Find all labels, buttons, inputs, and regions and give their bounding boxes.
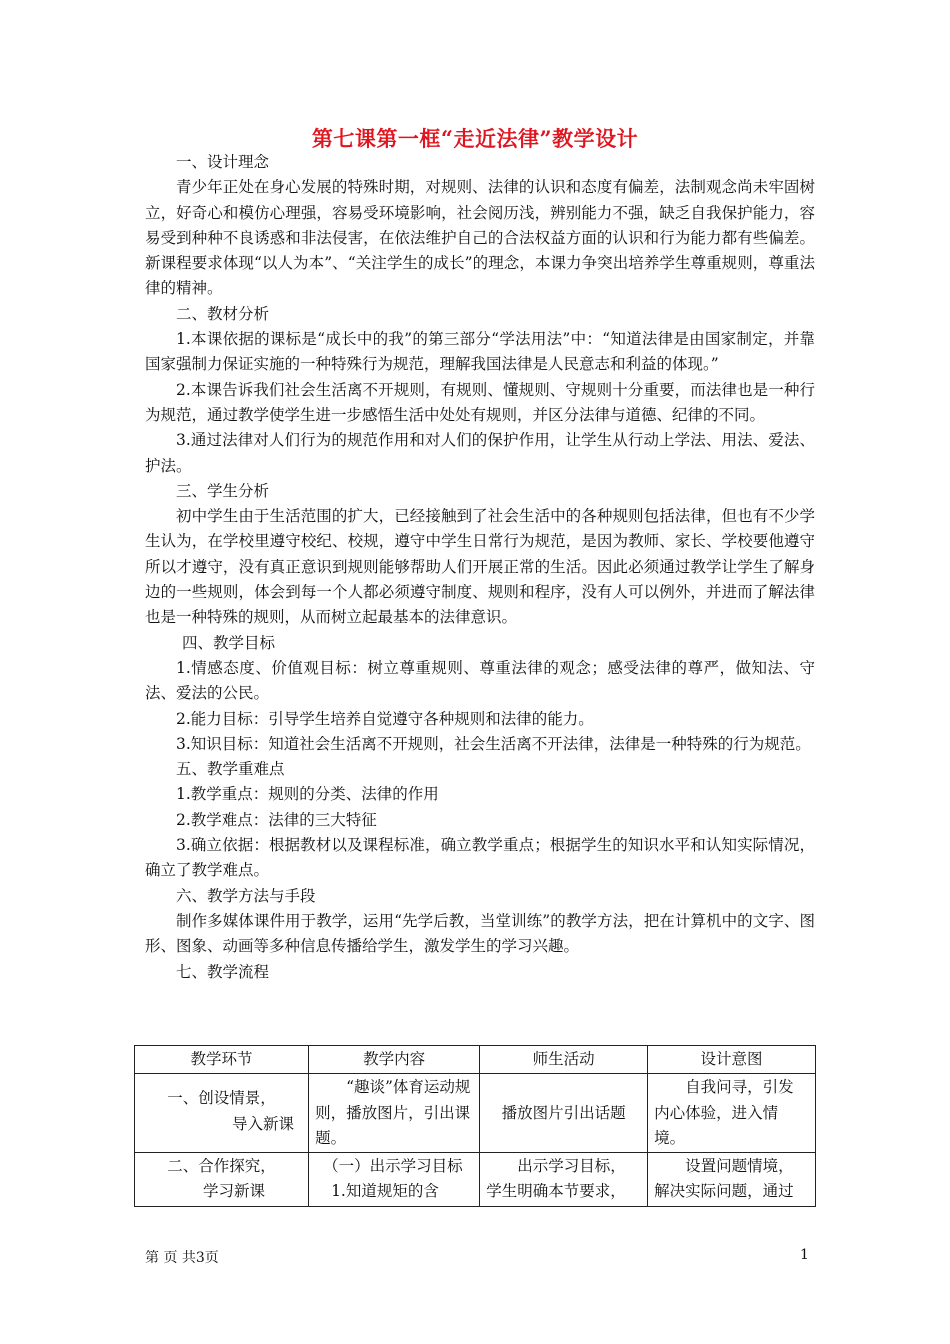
section-heading-1: 一、设计理念	[176, 153, 270, 171]
paragraph: 制作多媒体课件用于教学，运用“先学后教，当堂训练”的教学方法，把在计算机中的文字、图形、图象、动画等多种信息传播给学生，激发学生的学习兴趣。	[145, 911, 815, 956]
table-cell-content	[309, 1153, 480, 1207]
table-row	[135, 1074, 816, 1153]
table-header-row	[135, 1046, 816, 1074]
table-header-cell: 教学环节	[135, 1046, 309, 1074]
paragraph: 1.教学重点：规则的分类、法律的作用	[176, 785, 439, 804]
table-cell-stage	[135, 1153, 309, 1207]
table-header-cell: 教学内容	[309, 1046, 480, 1074]
document-body	[145, 150, 815, 985]
paragraph: 3.通过法律对人们行为的规范作用和对人们的保护作用，让学生从行动上学法、用法、爱法、护法。	[145, 431, 815, 475]
paragraph: 2.本课告诉我们社会生活离不开规则，有规则、懂规则、守规则十分重要，而法律也是一种行为规范，通过教学使学生进一步感悟生活中处处有规则，并区分法律与道德、纪律的不同。	[145, 380, 815, 424]
footer-page-number: 1	[800, 1247, 809, 1263]
stage-line: 导入新课	[232, 1114, 295, 1133]
table-cell-intent: 设置问题情境，解决实际问题，通过	[648, 1153, 816, 1207]
content-line: 1.知道规矩的含	[331, 1182, 439, 1201]
section-heading-3: 三、学生分析	[176, 481, 270, 500]
table-cell-content: “趣谈”体育运动规则，播放图片，引出课题。	[309, 1074, 480, 1153]
paragraph: 1.情感态度、价值观目标：树立尊重规则、尊重法律的观念；感受法律的尊严，做知法、守法、爱法的公民。	[145, 658, 815, 703]
table-cell-activity: 出示学习目标，学生明确本节要求，	[480, 1153, 648, 1207]
table-cell-intent: 自我问寻，引发内心体验，进入情境。	[648, 1074, 816, 1153]
table-cell-stage	[135, 1074, 309, 1153]
paragraph: 2.能力目标：引导学生培养自觉遵守各种规则和法律的能力。	[176, 709, 594, 728]
table-row	[135, 1153, 816, 1207]
table-header-cell: 师生活动	[480, 1046, 648, 1074]
paragraph: 1.本课依据的课标是“成长中的我”的第三部分“学法用法”中：“知道法律是由国家制定，并靠国家强制力保证实施的一种特殊行为规范，理解我国法律是人民意志和利益的体现。”	[145, 330, 815, 374]
document-title: 第七课第一框“走近法律”教学设计	[311, 126, 639, 151]
paragraph: 初中学生由于生活范围的扩大，已经接触到了社会生活中的各种规则包括法律，但也有不少学生认为，在学校里遵守校纪、校规，遵守中学生日常行为规范，是因为教师、家长、学校要他遵守所以才遵守，没有真正意识到规则能够帮助人们开展正常的生活。因此必须通过教学让学生了解身边的一些规则，体会到每一个人都必须遵守制度、规则和程序，没有人可以例外，并进而了解法律也是一种特殊的规则，从而树立起最基本的法律意识。	[145, 507, 815, 627]
paragraph: 青少年正处在身心发展的特殊时期，对规则、法律的认识和态度有偏差，法制观念尚未牢固树立，好奇心和模仿心理强，容易受环境影响，社会阅历浅，辨别能力不强，缺乏自我保护能力，容易受到种种不良诱惑和非法侵害，在依法维护自己的合法权益方面的认识和行为能力都有些偏差。新课程要求体现“以人为本”、“关注学生的成长”的理念，本课力争突出培养学生尊重规则，尊重法律的精神。	[145, 178, 815, 298]
table-cell-activity: 播放图片引出话题	[480, 1074, 648, 1153]
paragraph: 2.教学难点：法律的三大特征	[176, 810, 377, 829]
footer-page-count: 第 页 共3页	[145, 1250, 219, 1266]
stage-line: 学习新课	[203, 1182, 266, 1201]
section-heading-6: 六、教学方法与手段	[176, 886, 316, 905]
section-heading-4: 四、教学目标	[182, 633, 276, 652]
stage-line: 二、合作探究，	[167, 1157, 276, 1176]
section-heading-2: 二、教材分析	[176, 304, 270, 323]
paragraph: 3.确立依据：根据教材以及课程标准，确立教学重点；根据学生的知识水平和认知实际情况，确立了教学难点。	[145, 836, 815, 880]
teaching-flow-table	[134, 1045, 816, 1207]
paragraph: 3.知识目标：知道社会生活离不开规则，社会生活离不开法律，法律是一种特殊的行为规范。	[176, 734, 811, 753]
content-line: （一）出示学习目标	[323, 1157, 463, 1176]
section-heading-5: 五、教学重难点	[176, 760, 285, 779]
table-header-cell: 设计意图	[648, 1046, 816, 1074]
section-heading-7: 七、教学流程	[176, 962, 270, 981]
stage-line: 一、创设情景，	[167, 1089, 276, 1108]
